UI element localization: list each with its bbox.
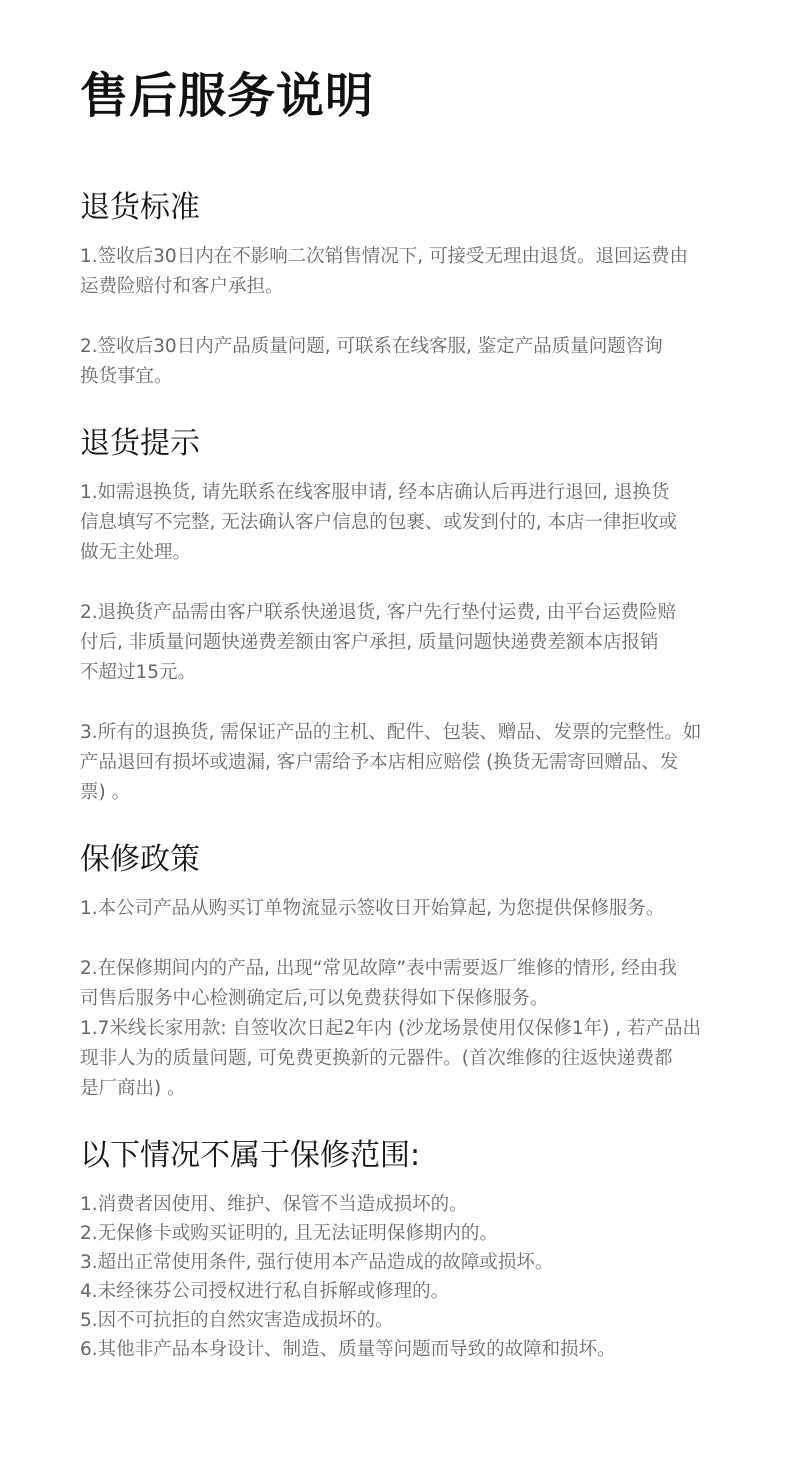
section-title-return-tips: 退货提示 [80,426,200,461]
section-not-covered [80,1136,710,1364]
list-item: 2.无保修卡或购买证明的, 且无法证明保修期内的。 [80,1223,498,1244]
return-tips-paragraph-2: 2.退换货产品需由客户联系快递退货, 客户先行垫付运费, 由平台运费险赔 付后, 非质量问题快递费差额由客户承担, 质量问题快递费差额本店报销 不超过15元。 [80,602,677,683]
section-return-standard [80,188,710,392]
warranty-paragraph-2: 2.在保修期间内的产品, 出现“常见故障”表中需要返厂维修的情形, 经由我 司售后服务中心检测确定后,可以免费获得如下保修服务。 [80,958,677,1009]
list-item: 6.其他非产品本身设计、制造、质量等问题而导致的故障和损坏。 [80,1339,616,1360]
section-title-warranty-policy: 保修政策 [80,842,200,877]
page-title: 售后服务说明 [80,68,375,124]
warranty-paragraph-1: 1.本公司产品从购买订单物流显示签收日开始算起, 为您提供保修服务。 [80,898,665,919]
section-title-not-covered: 以下情况不属于保修范围: [80,1138,421,1173]
list-item: 5.因不可抗拒的自然灾害造成损坏的。 [80,1310,394,1331]
section-title-return-standard: 退货标准 [80,190,200,225]
return-standard-paragraph-1: 1.签收后30日内在不影响二次销售情况下, 可接受无理由退货。退回运费由 运费险赔付和客户承担。 [80,246,688,297]
return-tips-paragraph-3: 3.所有的退换货, 需保证产品的主机、配件、包装、赠品、发票的完整性。如 产品退回有损坏或遗漏, 客户需给予本店相应赔偿 (换货无需寄回赠品、发 票) 。 [80,722,702,803]
list-item: 4.未经徕芬公司授权进行私自拆解或修理的。 [80,1281,450,1302]
list-item: 3.超出正常使用条件, 强行使用本产品造成的故障或损坏。 [80,1252,554,1273]
return-standard-paragraph-2: 2.签收后30日内产品质量问题, 可联系在线客服, 鉴定产品质量问题咨询 换货事宜。 [80,336,663,387]
section-return-tips [80,424,710,808]
list-item: 1.消费者因使用、维护、保管不当造成损坏的。 [80,1194,468,1215]
warranty-paragraph-3: 1.7米线长家用款: 自签收次日起2年内 (沙龙场景使用仅保修1年) , 若产品出 现非人为的质量问题, 可免费更换新的元器件。(首次维修的往返快递费都 是厂商出) 。 [80,1018,702,1099]
section-warranty-policy [80,840,710,1104]
return-tips-paragraph-1: 1.如需退换货, 请先联系在线客服申请, 经本店确认后再进行退回, 退换货 信息填写不完整, 无法确认客户信息的包裹、或发到付的, 本店一律拒收或 做无主处理。 [80,482,678,563]
